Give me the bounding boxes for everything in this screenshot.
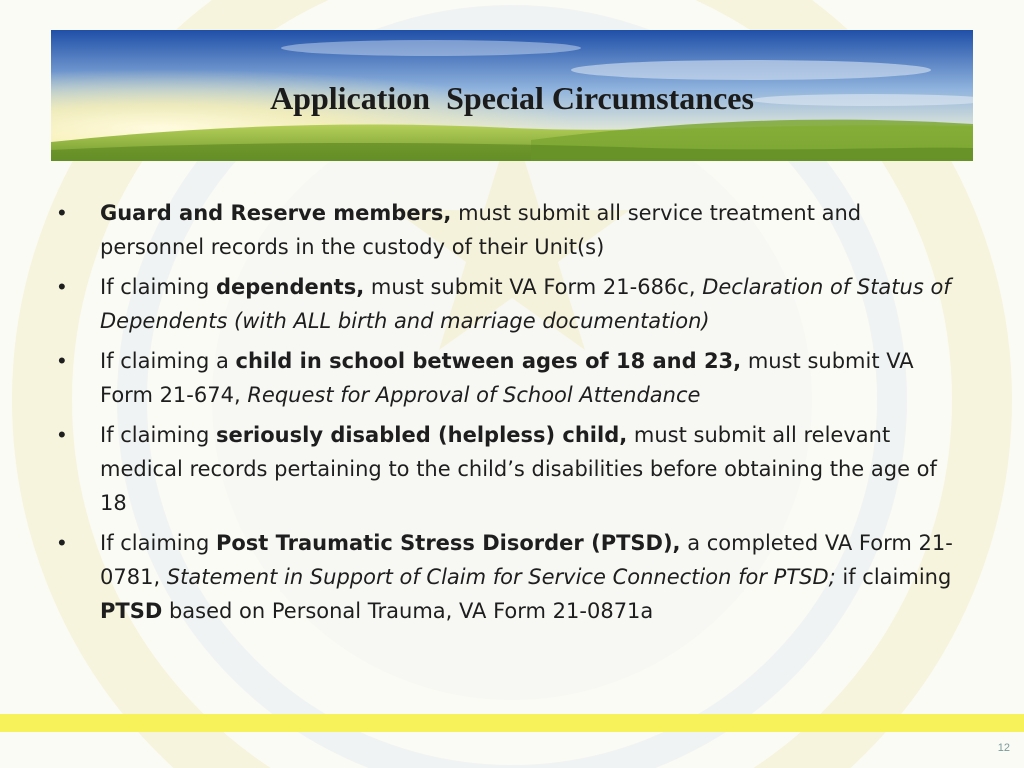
bullet-helpless-child bbox=[58, 418, 958, 520]
bullet-text-run: must submit all service treatment and personnel records in the custody of their Unit(s) bbox=[100, 201, 862, 259]
bullet-text-run: based on Personal Trauma, VA Form 21-0871a bbox=[162, 599, 654, 623]
bullet-text-run: seriously disabled (helpless) child, bbox=[215, 423, 628, 447]
bullet-guard-reserve bbox=[58, 196, 958, 264]
bullet-text-run: Declaration of Status of Dependents (with ALL birth and marriage documentation) bbox=[100, 275, 951, 333]
bullet-child-in-school bbox=[58, 344, 958, 412]
slide-number: 12 bbox=[997, 742, 1010, 754]
footer-band bbox=[0, 714, 1024, 732]
bullet-text-run: if claiming bbox=[835, 565, 952, 589]
bullet-text-run: If claiming bbox=[100, 531, 216, 555]
bullet-text-run: Post Traumatic Stress Disorder (PTSD), bbox=[215, 531, 681, 555]
title-banner bbox=[51, 30, 973, 161]
slide-title: Application Special Circumstances bbox=[270, 80, 754, 116]
bullet-text-run: child in school between ages of 18 and 23, bbox=[235, 349, 742, 373]
bullet-text-run: Statement in Support of Claim for Service Connection for PTSD; bbox=[166, 565, 836, 589]
bullet-text-run: a completed VA Form 21-0781, bbox=[100, 531, 953, 589]
bullet-text-run: Request for Approval of School Attendance bbox=[247, 383, 701, 407]
bullet-text-run: Guard and Reserve members, bbox=[100, 201, 452, 225]
bullet-text-run: must submit all relevant medical records pertaining to the child’s disabilities before obtaining the age of 18 bbox=[100, 423, 937, 515]
bullet-text-run: PTSD bbox=[100, 599, 163, 623]
bullet-text-run: If claiming bbox=[100, 275, 216, 299]
bullet-dependents bbox=[58, 270, 958, 338]
bullet-text-run: If claiming a bbox=[100, 349, 236, 373]
slide-content bbox=[58, 196, 958, 634]
bullet-text-run: If claiming bbox=[100, 423, 216, 447]
bullet-list bbox=[58, 196, 958, 628]
bullet-ptsd bbox=[58, 526, 958, 628]
bullet-text-run: must submit VA Form 21-686c, bbox=[364, 275, 703, 299]
bullet-text-run: must submit VA Form 21-674, bbox=[100, 349, 914, 407]
bullet-text-run: dependents, bbox=[215, 275, 365, 299]
